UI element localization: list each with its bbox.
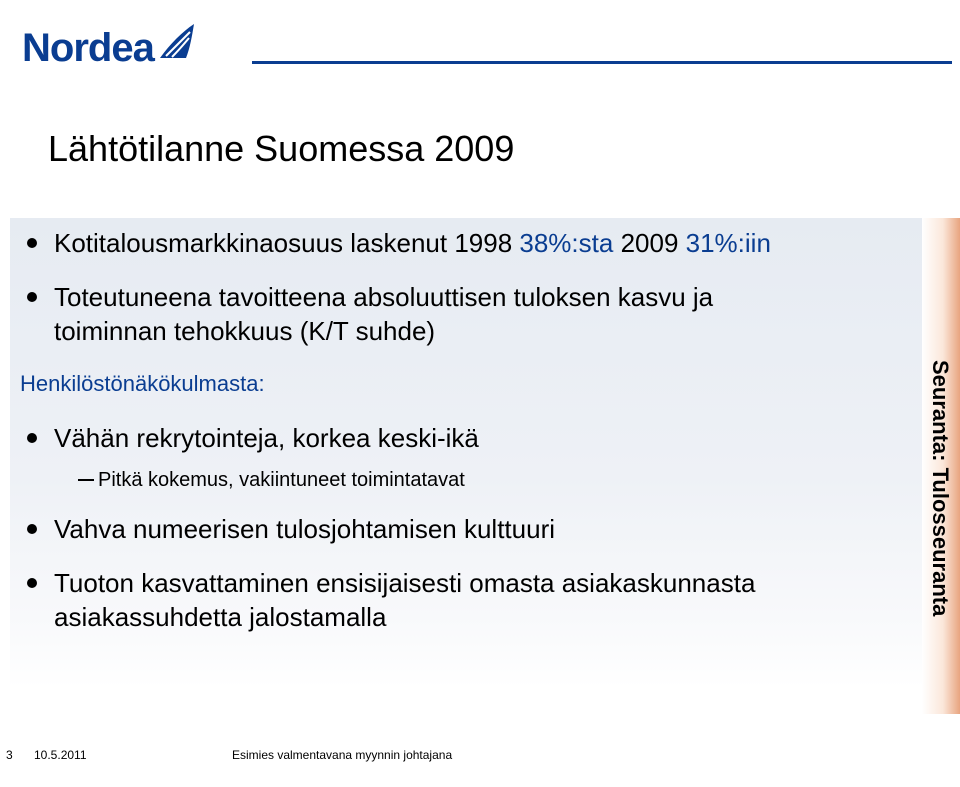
footer-date: 10.5.2011 bbox=[34, 748, 87, 762]
list-item-text: 2009 bbox=[613, 228, 686, 258]
footer-title: Esimies valmentavana myynnin johtajana bbox=[232, 748, 453, 762]
list-item-continuation: toiminnan tehokkuus (K/T suhde) bbox=[54, 316, 436, 346]
bullet-icon bbox=[27, 433, 37, 443]
list-item-continuation: asiakassuhdetta jalostamalla bbox=[54, 602, 387, 632]
header-rule bbox=[252, 61, 952, 64]
list-item: Vähän rekrytointeja, korkea keski-ikä bbox=[54, 423, 479, 453]
list-item: Vahva numeerisen tulosjohtamisen kulttuuri bbox=[54, 514, 556, 544]
list-item-text: Kotitalousmarkkinaosuus laskenut 1998 bbox=[54, 228, 520, 258]
page-number: 3 bbox=[6, 748, 13, 762]
highlight-value: 31%:iin bbox=[685, 228, 771, 258]
highlight-value: 38%:sta bbox=[519, 228, 614, 258]
section-heading: Henkilöstönäkökulmasta: bbox=[20, 371, 265, 396]
bullet-icon bbox=[27, 238, 37, 248]
slide-title: Lähtötilanne Suomessa 2009 bbox=[48, 128, 515, 169]
sail-icon bbox=[156, 22, 196, 62]
logo-wordmark: Nordea bbox=[22, 26, 154, 70]
bullet-icon bbox=[27, 292, 37, 302]
bullet-icon bbox=[27, 578, 37, 588]
sub-list-item: Pitkä kokemus, vakiintuneet toimintatavat bbox=[98, 469, 465, 491]
bullet-icon bbox=[27, 524, 37, 534]
list-item bbox=[54, 227, 771, 259]
side-tab-label: Seuranta: Tulosseuranta bbox=[928, 360, 953, 617]
nordea-logo bbox=[22, 22, 196, 68]
dash-icon bbox=[78, 479, 94, 481]
list-item: Tuoton kasvattaminen ensisijaisesti omasta asiakaskunnasta bbox=[54, 568, 756, 598]
list-item: Toteutuneena tavoitteena absoluuttisen tuloksen kasvu ja bbox=[54, 282, 714, 312]
